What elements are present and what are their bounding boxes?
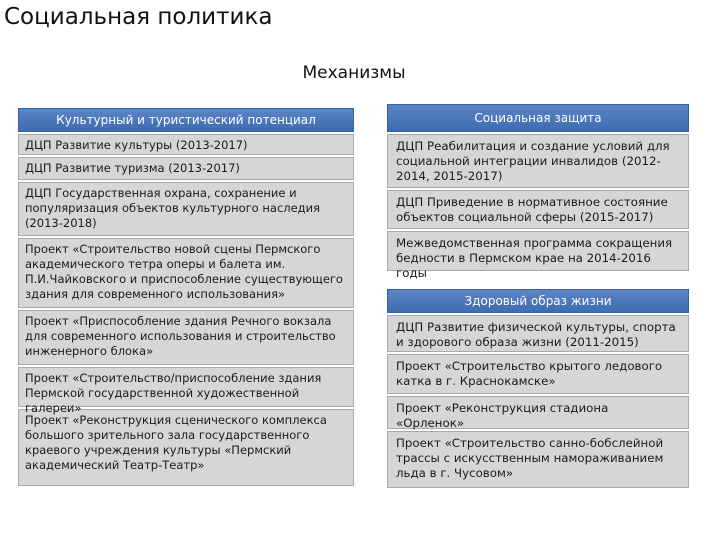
list-item: Проект «Строительство новой сцены Пермского академического тетра оперы и балета им. П.И.Чайковского и приспособление существующего здания для современного использования» [18,238,354,308]
list-item: Проект «Реконструкция стадиона «Орленок» [387,396,689,429]
list-item: ДЦП Приведение в нормативное состояние объектов социальной сферы (2015-2017) [387,190,689,229]
page-title: Социальная политика [4,4,273,30]
list-item: ДЦП Развитие культуры (2013-2017) [18,134,354,155]
section-gap [387,271,689,289]
social-protection-header: Социальная защита [387,104,689,132]
list-item: ДЦП Развитие физической культуры, спорта и здорового образа жизни (2011-2015) [387,315,689,352]
list-item: ДЦП Развитие туризма (2013-2017) [18,157,354,180]
list-item: ДЦП Реабилитация и создание условий для социальной интеграции инвалидов (2012-2014, 2015-2017) [387,134,689,188]
page-subtitle [0,58,720,88]
list-item: Проект «Строительство крытого ледового катка в г. Краснокамске» [387,354,689,394]
culture-tourism-column [18,108,354,486]
culture-tourism-header: Культурный и туристический потенциал [18,108,354,132]
list-item: Проект «Реконструкция сценического комплекса большого зрительного зала государственного краевого учреждения культуры «Пермский академический Театр-Театр» [18,409,354,486]
list-item: Проект «Приспособление здания Речного вокзала для современного использования и строительство инженерного блока» [18,310,354,365]
healthy-lifestyle-header: Здоровый образ жизни [387,289,689,313]
subtitle-text: Механизмы [302,63,406,83]
list-item: Проект «Строительство/приспособление здания Пермской государственной художественной галереи» [18,367,354,407]
social-health-column [387,104,689,488]
list-item: Проект «Строительство санно-бобслейной трассы с искусственным намораживанием льда в г. Чусовом» [387,431,689,488]
list-item: ДЦП Государственная охрана, сохранение и популяризация объектов культурного наследия (2013-2018) [18,182,354,236]
list-item: Межведомственная программа сокращения бедности в Пермском крае на 2014-2016 годы [387,231,689,271]
